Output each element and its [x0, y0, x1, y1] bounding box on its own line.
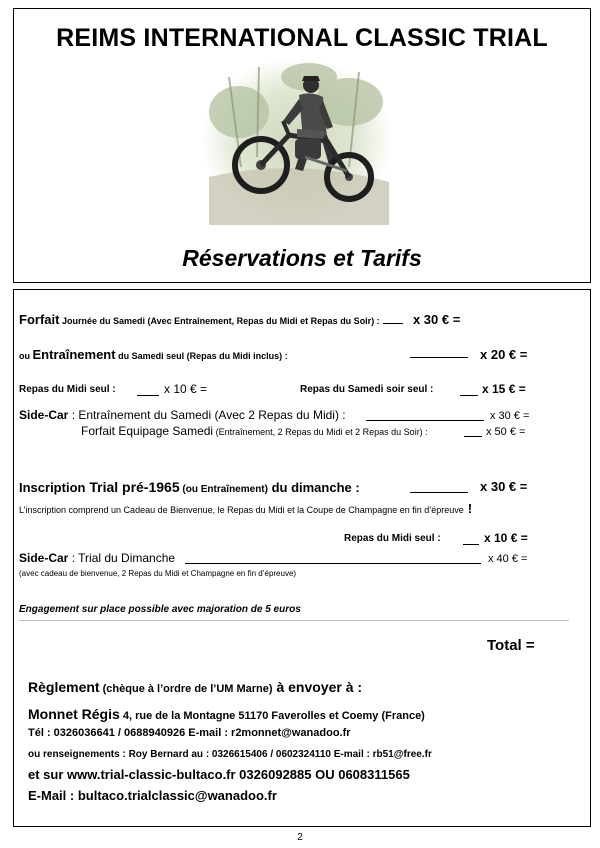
forfait-equipage-label: Forfait Equipage Samedi: [81, 424, 214, 438]
forfait-label: Forfait: [19, 312, 60, 327]
forfait-quantity-field[interactable]: [383, 314, 403, 324]
repas-midi-dimanche-price: x 10 € =: [484, 531, 528, 545]
repas-soir-samedi-price: x 15 € =: [482, 382, 526, 396]
inscription-note: L’inscription comprend un Cadeau de Bienvenue, le Repas du Midi et la Coupe de Champagne en fin d’épreuve !: [19, 501, 473, 516]
sidecar-dimanche-label: Side-Car: [19, 551, 69, 565]
form-box: [13, 289, 591, 827]
reglement-label: Règlement: [28, 679, 100, 695]
page-number: 2: [297, 832, 303, 843]
repas-midi-samedi-label: Repas du Midi seul :: [19, 384, 116, 395]
inscription-day: du dimanche :: [267, 480, 360, 495]
contact-name: Monnet Régis: [28, 706, 120, 722]
contact-phone: Tél : 0326036641 / 0688940926 E-mail : r2monnet@wanadoo.fr: [28, 727, 351, 739]
inscription-note-mark: !: [467, 501, 473, 516]
motorcycle-rider-photo: [199, 57, 395, 225]
sidecar-samedi-label: Side-Car: [19, 408, 69, 422]
forfait-price: x 30 € =: [412, 312, 461, 327]
reglement-detail: (chèque à l’ordre de l’UM Marne): [99, 683, 273, 695]
sidecar-dimanche-quantity-field[interactable]: [185, 554, 481, 564]
entrainement-detail: du Samedi seul (Repas du Midi inclus) :: [115, 351, 288, 361]
engagement-note: Engagement sur place possible avec majoration de 5 euros: [19, 604, 301, 615]
sidecar-dimanche-text: : Trial du Dimanche: [68, 551, 176, 565]
contact-address: 4, rue de la Montagne 51170 Faverolles et Coemy (France): [119, 710, 425, 722]
header-box: [13, 8, 591, 283]
sidecar-samedi-quantity-field[interactable]: [366, 411, 484, 421]
inscription-alt: (ou Entraînement): [179, 484, 268, 495]
page-title: REIMS INTERNATIONAL CLASSIC TRIAL: [56, 24, 548, 52]
forfait-equipage-detail: (Entraînement, 2 Repas du Midi et 2 Repas du Soir) :: [213, 427, 428, 437]
sidecar-dimanche-note: (avec cadeau de bienvenue, 2 Repas du Midi et Champagne en fin d’épreuve): [19, 569, 297, 578]
contact-info: ou renseignements : Roy Bernard au : 0326615406 / 0602324110 E-mail : rb51@free.fr: [28, 749, 432, 760]
repas-midi-samedi-price: x 10 € =: [164, 382, 208, 396]
entrainement-quantity-field[interactable]: [410, 348, 468, 358]
inscription-trial-name: Trial pré-1965: [85, 479, 180, 495]
contact-email: E-Mail : bultaco.trialclassic@wanadoo.fr: [28, 788, 277, 803]
forfait-equipage-quantity-field[interactable]: [464, 427, 482, 437]
forfait-line: [19, 312, 460, 327]
repas-midi-samedi-quantity-field[interactable]: [137, 386, 159, 396]
forfait-equipage-price: x 50 € =: [486, 426, 526, 438]
inscription-quantity-field[interactable]: [410, 483, 468, 493]
total-label: Total =: [487, 637, 535, 654]
page-subtitle: Réservations et Tarifs: [182, 245, 422, 271]
sidecar-samedi-text: : Entraînement du Samedi (Avec 2 Repas du Midi) :: [68, 408, 346, 422]
contact-name-line: [28, 706, 425, 722]
sidecar-samedi-price: x 30 € =: [490, 410, 530, 422]
entrainement-price: x 20 € =: [480, 347, 528, 362]
reglement-line: [28, 679, 362, 695]
entrainement-prefix: ou: [19, 351, 33, 361]
forfait-detail: Journée du Samedi (Avec Entraînement, Repas du Midi et Repas du Soir) :: [59, 316, 380, 326]
inscription-price: x 30 € =: [480, 479, 528, 494]
inscription-label: Inscription: [19, 480, 86, 495]
repas-midi-dimanche-label: Repas du Midi seul :: [344, 533, 441, 544]
section-divider: [19, 620, 569, 621]
sidecar-samedi-line2: [81, 424, 428, 438]
repas-midi-dimanche-quantity-field[interactable]: [463, 535, 479, 545]
sidecar-dimanche-price: x 40 € =: [488, 553, 528, 565]
sidecar-samedi-line1: [19, 408, 346, 422]
repas-soir-samedi-label: Repas du Samedi soir seul :: [300, 384, 434, 395]
repas-soir-samedi-quantity-field[interactable]: [460, 386, 478, 396]
reglement-tail: à envoyer à :: [272, 679, 363, 695]
entrainement-line: [19, 347, 288, 362]
sidecar-dimanche-line: [19, 551, 175, 565]
contact-web: et sur www.trial-classic-bultaco.fr 0326092885 OU 0608311565: [28, 767, 410, 782]
inscription-line: [19, 479, 360, 495]
entrainement-label: Entraînement: [32, 347, 116, 362]
